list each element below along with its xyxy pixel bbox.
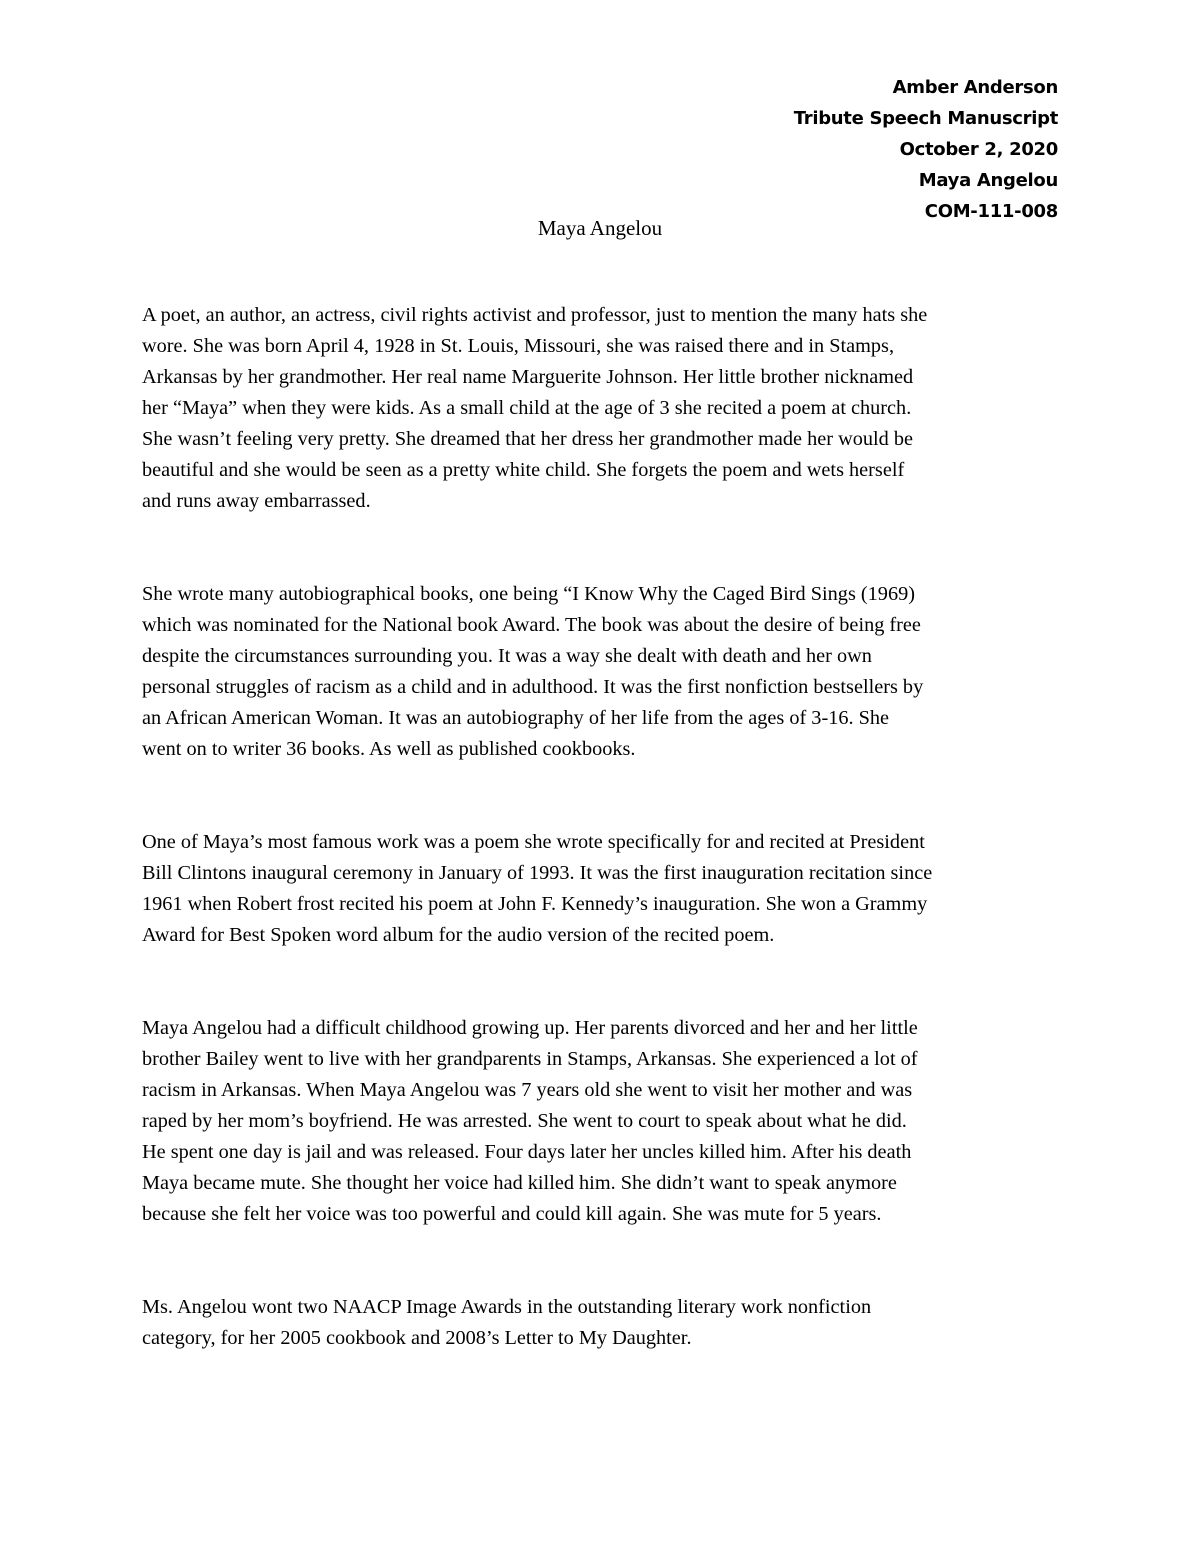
text-line: Maya Angelou had a difficult childhood growing up. Her parents divorced and her and her little: [142, 1017, 918, 1039]
document-date: October 2, 2020: [899, 139, 1058, 160]
text-line: racism in Arkansas. When Maya Angelou was 7 years old she went to visit her mother and was: [142, 1079, 913, 1101]
text-line: and runs away embarrassed.: [142, 490, 371, 512]
text-line: her “Maya” when they were kids. As a small child at the age of 3 she recited a poem at church.: [142, 397, 912, 419]
text-line: He spent one day is jail and was released. Four days later her uncles killed him. After his death: [142, 1141, 912, 1163]
body-text: [142, 300, 1062, 1416]
text-line: She wrote many autobiographical books, one being “I Know Why the Caged Bird Sings (1969): [142, 583, 915, 605]
text-line: One of Maya’s most famous work was a poem she wrote specifically for and recited at President: [142, 831, 925, 853]
text-line: personal struggles of racism as a child and in adulthood. It was the first nonfiction bestsellers by: [142, 676, 924, 698]
text-line: an African American Woman. It was an autobiography of her life from the ages of 3-16. She: [142, 707, 890, 729]
paragraph-4: [142, 1013, 1062, 1230]
text-line: category, for her 2005 cookbook and 2008’s Letter to My Daughter.: [142, 1327, 692, 1349]
text-line: She wasn’t feeling very pretty. She dreamed that her dress her grandmother made her would be: [142, 428, 913, 450]
text-line: Maya became mute. She thought her voice had killed him. She didn’t want to speak anymore: [142, 1172, 897, 1194]
paragraph-5: [142, 1292, 1062, 1354]
speech-subject: Maya Angelou: [918, 170, 1058, 191]
text-line: brother Bailey went to live with her grandparents in Stamps, Arkansas. She experienced a lot of: [142, 1048, 918, 1070]
text-line: Award for Best Spoken word album for the audio version of the recited poem.: [142, 924, 775, 946]
text-line: 1961 when Robert frost recited his poem at John F. Kennedy’s inauguration. She won a Grammy: [142, 893, 928, 915]
text-line: because she felt her voice was too powerful and could kill again. She was mute for 5 years.: [142, 1203, 882, 1225]
text-line: which was nominated for the National book Award. The book was about the desire of being free: [142, 614, 921, 636]
text-line: A poet, an author, an actress, civil rights activist and professor, just to mention the many hats she: [142, 304, 928, 326]
paragraph-1: [142, 300, 1062, 517]
text-line: despite the circumstances surrounding you. It was a way she dealt with death and her own: [142, 645, 872, 667]
text-line: beautiful and she would be seen as a pretty white child. She forgets the poem and wets herself: [142, 459, 905, 481]
document-type: Tribute Speech Manuscript: [793, 108, 1058, 129]
text-line: Arkansas by her grandmother. Her real name Marguerite Johnson. Her little brother nicknamed: [142, 366, 914, 388]
header-block: [794, 72, 1058, 227]
page-title: Maya Angelou: [537, 216, 663, 240]
text-line: raped by her mom’s boyfriend. He was arrested. She went to court to speak about what he did.: [142, 1110, 907, 1132]
author-name: Amber Anderson: [892, 77, 1058, 98]
text-line: went on to writer 36 books. As well as published cookbooks.: [142, 738, 636, 760]
text-line: wore. She was born April 4, 1928 in St. Louis, Missouri, she was raised there and in Stamps,: [142, 335, 895, 357]
text-line: Ms. Angelou wont two NAACP Image Awards in the outstanding literary work nonfiction: [142, 1296, 872, 1318]
course-code: COM-111-008: [924, 201, 1058, 222]
text-line: Bill Clintons inaugural ceremony in January of 1993. It was the first inauguration recitation since: [142, 862, 933, 884]
paragraph-2: [142, 579, 1062, 765]
paragraph-3: [142, 827, 1062, 951]
